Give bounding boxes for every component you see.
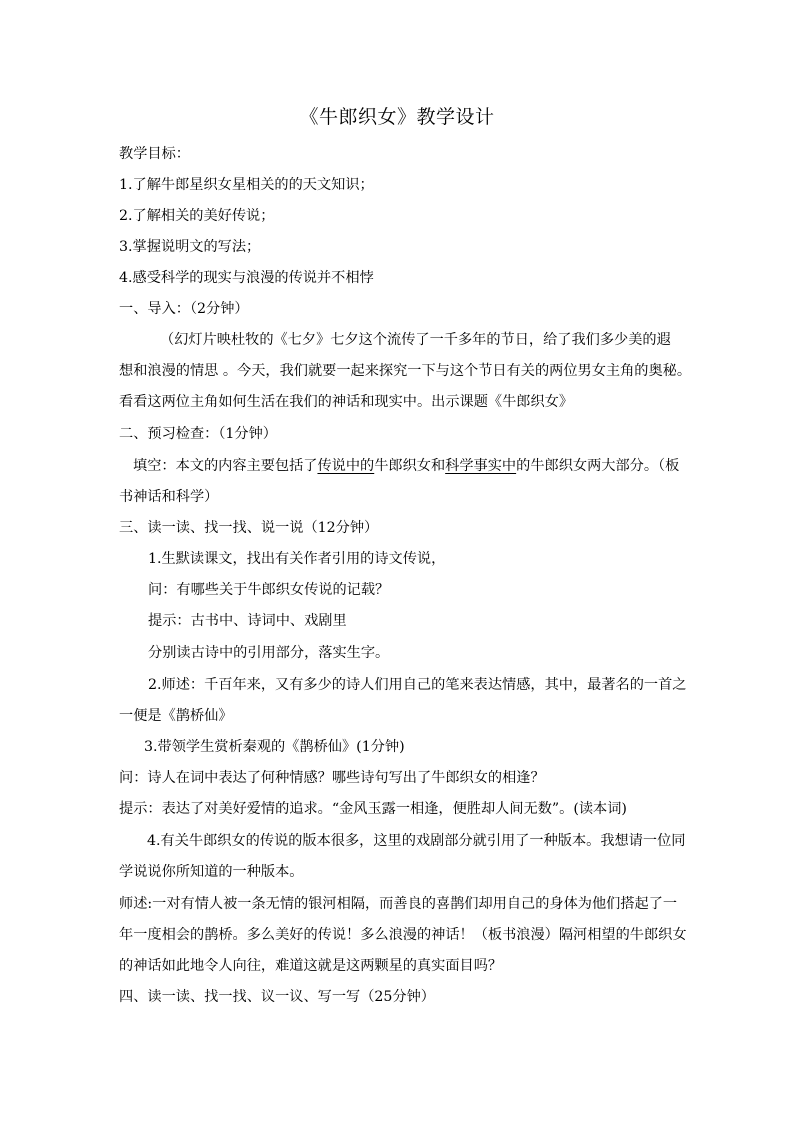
objective-item-4: 4.感受科学的现实与浪漫的传说并不相悖 xyxy=(119,270,374,286)
section-2-heading: 二、预习检查：（1分钟） xyxy=(119,426,277,442)
fill-in-answer-2: 科学事实中 xyxy=(445,458,517,474)
section-1-paragraph-line-2: 想和浪漫的情思 。今天，我们就要一起来探究一下与这个节日有关的两位男女主角的奥秘。 xyxy=(119,363,692,379)
section-3-line-10: 4.有关牛郎织女的传说的版本很多，这里的戏剧部分就引用了一种版本。我想请一位同 xyxy=(147,833,686,849)
section-3-line-7: 3.带领学生赏析秦观的《鹊桥仙》(1分钟) xyxy=(144,739,405,755)
objective-item-2: 2.了解相关的美好传说； xyxy=(119,208,275,224)
objective-item-3: 3.掌握说明文的写法； xyxy=(119,239,261,255)
section-3-line-5: 2.师述：千百年来，又有多少的诗人们用自己的笔来表达情感，其中，最著名的一首之 xyxy=(148,677,687,693)
section-3-line-9: 提示：表达了对美好爱情的追求。“金风玉露一相逢，便胜却人间无数”。(读本词) xyxy=(119,801,627,817)
section-3-line-8: 问：诗人在词中表达了何种情感？哪些诗句写出了牛郎织女的相逢？ xyxy=(119,770,545,786)
section-3-line-4: 分别读古诗中的引用部分，落实生字。 xyxy=(148,645,390,661)
section-3-line-2: 问：有哪些关于牛郎织女传说的记载？ xyxy=(148,582,390,598)
section-1-paragraph-line-3: 看看这两位主角如何生活在我们的神话和现实中。出示课题《牛郎织女》 xyxy=(119,394,574,410)
section-2-fill-in-line-1 xyxy=(133,456,693,476)
fill-in-text-b: 牛郎织女和 xyxy=(374,458,446,474)
fill-in-answer-1: 传说中的 xyxy=(317,458,375,474)
document-title: 《牛郎织女》教学设计 xyxy=(299,106,495,128)
section-3-heading: 三、读一读、找一找、说一说（12分钟） xyxy=(119,520,379,536)
section-1-paragraph-line-1: （幻灯片映杜牧的《七夕》七夕这个流传了一千多年的节日，给了我们多少美的遐 xyxy=(160,332,671,348)
section-3-line-12: 师述:一对有情人被一条无情的银河相隔，而善良的喜鹊们却用自己的身体为他们搭起了一 xyxy=(119,896,678,912)
section-4-heading: 四、读一读、找一找、议一议、写一写（25分钟） xyxy=(119,989,435,1005)
objectives-heading: 教学目标： xyxy=(119,146,190,162)
section-3-line-6: 一便是《鹊桥仙》 xyxy=(119,708,233,724)
objective-item-1: 1.了解牛郎星织女星相关的的天文知识； xyxy=(119,177,374,193)
section-3-line-3: 提示：古书中、诗词中、戏剧里 xyxy=(148,613,347,629)
fill-in-text-a: 填空：本文的内容主要包括了 xyxy=(133,458,318,474)
section-2-fill-in-line-2: 书神话和科学） xyxy=(119,489,219,505)
fill-in-text-c: 的牛郎织女两大部分。（板 xyxy=(516,458,680,474)
section-3-line-14: 的神话如此地令人向往，难道这就是这两颗星的真实面目吗？ xyxy=(119,958,503,974)
section-3-line-13: 年一度相会的鹊桥。多么美好的传说！多么浪漫的神话！（板书浪漫）隔河相望的牛郎织女 xyxy=(119,927,687,943)
section-1-heading: 一、导入：（2分钟） xyxy=(119,301,249,317)
section-3-line-1: 1.生默读课文，找出有关作者引用的诗文传说， xyxy=(148,551,446,567)
section-3-line-11: 学说说你所知道的一种版本。 xyxy=(119,864,304,880)
